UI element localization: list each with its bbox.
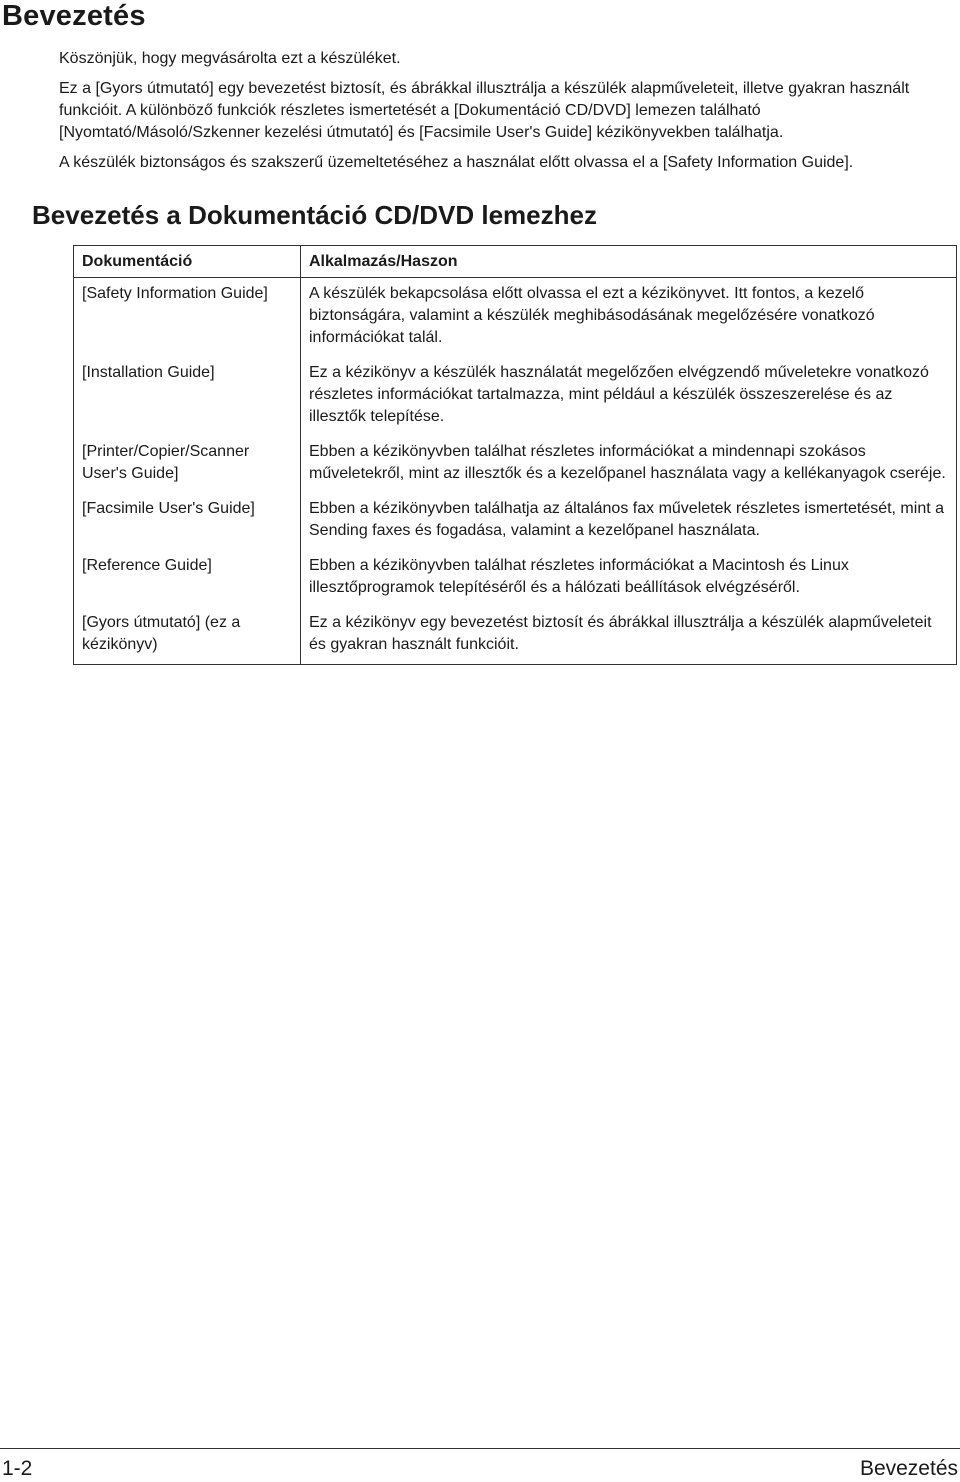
footer-page-number: 1-2: [2, 1457, 33, 1480]
page-title: Bevezetés: [2, 0, 146, 32]
intro-paragraph-safety: A készülék biztonságos és szakszerű üzemeltetéséhez a használat előtt olvassa el a [Safety Information Guide].: [59, 154, 854, 171]
doc-title-cell: [Gyors útmutató] (ez a kézikönyv): [74, 607, 301, 665]
footer-divider: [0, 1448, 960, 1449]
table-row: [74, 357, 957, 436]
table-row: [74, 607, 957, 665]
intro-paragraph-thanks: Köszönjük, hogy megvásárolta ezt a készüléket.: [59, 50, 401, 67]
doc-title-cell: [Facsimile User's Guide]: [74, 493, 301, 550]
doc-usage-cell: Ebben a kézikönyvben találhat részletes információkat a Macintosh és Linux illesztőprogramok telepítéséről és a hálózati beállítások elvégzéséről.: [301, 550, 957, 607]
section-heading: Bevezetés a Dokumentáció CD/DVD lemezhez: [32, 200, 597, 230]
doc-usage-cell: Ebben a kézikönyvben találhatja az általános fax műveletek részletes ismertetését, mint a Sending faxes és fogadása, valamint a kezelőpanel használata.: [301, 493, 957, 550]
table-row: [74, 493, 957, 550]
documentation-table: [73, 245, 957, 665]
footer-chapter-title: Bevezetés: [859, 1457, 958, 1480]
doc-title-cell: [Printer/Copier/Scanner User's Guide]: [74, 436, 301, 493]
doc-title-cell: [Installation Guide]: [74, 357, 301, 436]
table-row: [74, 550, 957, 607]
intro-paragraph-overview: Ez a [Gyors útmutató] egy bevezetést biztosít, és ábrákkal illusztrálja a készülék alapműveleteit, illetve gyakran használt funkcióit. A különböző funkciók részletes ismertetését a [Dokumentáció CD/DVD] lemezen található [Nyomtató/Másoló/Szkenner kezelési útmutató] és [Facsimile User's Guide] kézikönyvekben találhatja.: [59, 80, 910, 141]
header-documentation: Dokumentáció: [74, 246, 301, 278]
doc-usage-cell: Ez a kézikönyv a készülék használatát megelőzően elvégzendő műveletekre vonatkozó részletes információkat tartalmazza, mint például a készülék összeszerelése és az illesztők telepítése.: [301, 357, 957, 436]
doc-usage-cell: A készülék bekapcsolása előtt olvassa el ezt a kézikönyvet. Itt fontos, a kezelő biztonságára, valamint a készülék meghibásodásának megelőzésére vonatkozó információkat talál.: [301, 278, 957, 358]
table-row: [74, 278, 957, 358]
table-row: [74, 436, 957, 493]
intro-text: [59, 48, 954, 182]
table-header-row: [74, 246, 957, 278]
header-usage: Alkalmazás/Haszon: [301, 246, 957, 278]
doc-title-cell: [Reference Guide]: [74, 550, 301, 607]
doc-usage-cell: Ez a kézikönyv egy bevezetést biztosít és ábrákkal illusztrálja a készülék alapműveleteit és gyakran használt funkcióit.: [301, 607, 957, 665]
doc-title-cell: [Safety Information Guide]: [74, 278, 301, 358]
doc-usage-cell: Ebben a kézikönyvben találhat részletes információkat a mindennapi szokásos műveletekről, mint az illesztők és a kezelőpanel használata vagy a kellékanyagok cseréje.: [301, 436, 957, 493]
